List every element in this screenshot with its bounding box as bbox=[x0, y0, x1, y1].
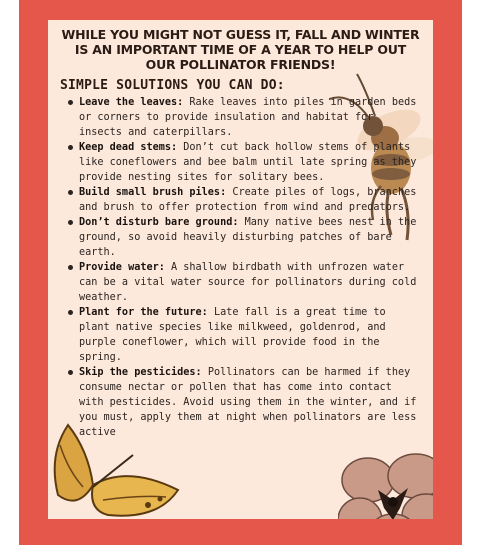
tip-text: Late fall is a great time to plant native species like milkweed, goldenrod, and purple coneflower, which will provide food in the spring. bbox=[79, 307, 386, 363]
tips-list bbox=[48, 95, 420, 440]
tip-text: Many native bees nest in the ground, so avoid heavily disturbing patches of bare earth. bbox=[79, 217, 417, 258]
tip-lead: Skip the pesticides: bbox=[79, 367, 202, 378]
poster-card bbox=[48, 20, 433, 519]
tip-lead: Leave the leaves: bbox=[79, 97, 184, 108]
list-item bbox=[79, 260, 420, 305]
tip-lead: Provide water: bbox=[79, 262, 165, 273]
tip-text: Pollinators can be harmed if they consume nectar or pollen that has come into contact with pesticides. Avoid using them in the winter, and if you must, apply them at night when pollinators are less active bbox=[79, 367, 417, 438]
list-item bbox=[79, 365, 420, 440]
tip-lead: Don’t disturb bare ground: bbox=[79, 217, 239, 228]
tip-text: Create piles of logs, branches and brush to offer protection from wind and predators. bbox=[79, 187, 417, 213]
list-item bbox=[79, 305, 420, 365]
tip-lead: Build small brush piles: bbox=[79, 187, 227, 198]
list-item bbox=[79, 95, 420, 140]
tip-text: Rake leaves into piles in garden beds or corners to provide insulation and habitat for insects and caterpillars. bbox=[79, 97, 417, 138]
tip-lead: Keep dead stems: bbox=[79, 142, 178, 153]
tip-text: Don’t cut back hollow stems of plants like coneflowers and bee balm until late spring as they provide nesting sites for solitary bees. bbox=[79, 142, 417, 183]
list-item bbox=[79, 215, 420, 260]
flower-illustration bbox=[338, 450, 433, 519]
list-item bbox=[79, 140, 420, 185]
section-heading: SIMPLE SOLUTIONS YOU CAN DO: bbox=[60, 78, 285, 93]
tip-lead: Plant for the future: bbox=[79, 307, 208, 318]
poster-title: WHILE YOU MIGHT NOT GUESS IT, FALL AND WINTER IS AN IMPORTANT TIME OF A YEAR TO HELP OUT OUR POLLINATOR FRIENDS! bbox=[61, 27, 420, 72]
list-item bbox=[79, 185, 420, 215]
tip-text: A shallow birdbath with unfrozen water can be a vital water source for pollinators during cold weather. bbox=[79, 262, 417, 303]
